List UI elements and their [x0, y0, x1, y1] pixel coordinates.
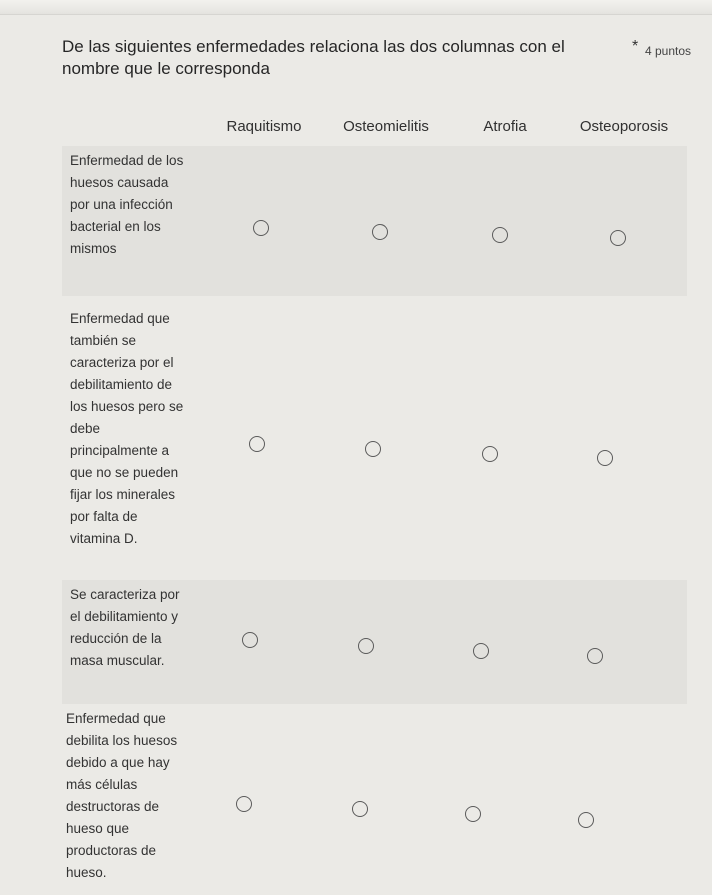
grid-row-3: [62, 580, 687, 704]
radio-row3-raquitismo[interactable]: [242, 632, 258, 648]
question-title: De las siguientes enfermedades relaciona las dos columnas con el nombre que le corresponda: [62, 37, 565, 78]
radio-row4-osteoporosis[interactable]: [578, 812, 594, 828]
radio-row4-osteomielitis[interactable]: [352, 801, 368, 817]
column-header-osteoporosis: Osteoporosis: [579, 118, 669, 135]
row-label-3: Se caracteriza por el debilitamiento y reducción de la masa muscular.: [70, 587, 180, 668]
row-label-4: Enfermedad que debilita los huesos debido a que hay más células destructoras de hueso que productoras de hueso.: [66, 711, 178, 880]
row-label-2: Enfermedad que también se caracteriza por el debilitamiento de los huesos pero se debe principalmente a que no se pueden fijar los minerales por falta de vitamina D.: [70, 311, 184, 546]
radio-row2-osteoporosis[interactable]: [597, 450, 613, 466]
grid-row-2: [62, 298, 687, 580]
radio-row2-raquitismo[interactable]: [249, 436, 265, 452]
radio-row1-osteomielitis[interactable]: [372, 224, 388, 240]
row-label-1: Enfermedad de los huesos causada por una infección bacterial en los mismos: [70, 153, 184, 256]
points-label: 4 puntos: [645, 44, 692, 58]
radio-row4-atrofia[interactable]: [465, 806, 481, 822]
radio-row1-osteoporosis[interactable]: [610, 230, 626, 246]
radio-row2-atrofia[interactable]: [482, 446, 498, 462]
radio-row3-osteomielitis[interactable]: [358, 638, 374, 654]
column-header-atrofia: Atrofia: [483, 118, 527, 135]
grid-row-1: [62, 146, 687, 296]
radio-row1-raquitismo[interactable]: [253, 220, 269, 236]
column-header-osteomielitis: Osteomielitis: [343, 118, 429, 135]
radio-row2-osteomielitis[interactable]: [365, 441, 381, 457]
radio-row3-osteoporosis[interactable]: [587, 648, 603, 664]
grid-row-4: [62, 706, 687, 895]
required-asterisk: *: [632, 38, 639, 55]
column-header-raquitismo: Raquitismo: [226, 118, 302, 135]
top-bar: [0, 0, 712, 15]
radio-row1-atrofia[interactable]: [492, 227, 508, 243]
radio-row3-atrofia[interactable]: [473, 643, 489, 659]
radio-row4-raquitismo[interactable]: [236, 796, 252, 812]
